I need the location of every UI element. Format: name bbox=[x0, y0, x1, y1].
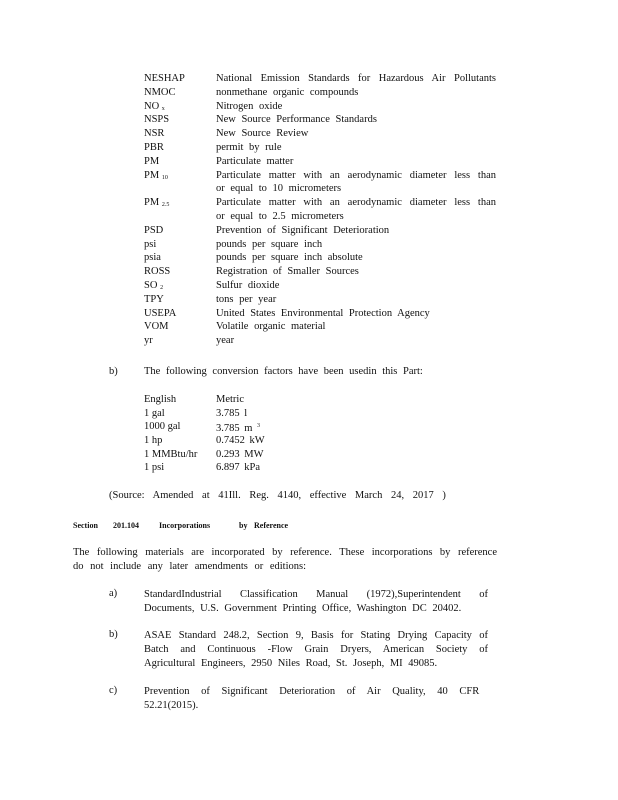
section-number: 201.104 bbox=[113, 521, 139, 530]
intro-line-1: The following materials are incorporated by reference. These incorporations by reference bbox=[73, 547, 497, 558]
abbreviation-definition: Particulate matter with an aerodynamic diameter less than bbox=[216, 197, 496, 209]
incorporation-a bbox=[144, 588, 488, 616]
abbreviation-row bbox=[144, 169, 504, 183]
conversion-metric: 3.785 l bbox=[216, 407, 248, 419]
conversion-metric: 0.7452 kW bbox=[216, 435, 265, 447]
abbreviation-term: NMOC bbox=[144, 86, 176, 98]
conversion-row bbox=[144, 407, 344, 421]
abbreviation-definition: New Source Performance Standards bbox=[216, 114, 377, 126]
abbreviation-subscript: x bbox=[161, 105, 165, 112]
item-b-text: The following conversion factors have been usedin this Part: bbox=[144, 366, 423, 377]
abbreviation-subscript: 2 bbox=[160, 284, 164, 291]
abbreviation-row bbox=[144, 86, 504, 100]
abbreviation-definition: tons per year bbox=[216, 293, 277, 305]
incorporation-b bbox=[144, 629, 488, 670]
incorporation-c-label: c) bbox=[109, 685, 118, 696]
section-title: Incorporations bbox=[159, 521, 211, 530]
header-metric: Metric bbox=[216, 394, 244, 405]
incorporation-b-line-2: Batch and Continuous -Flow Grain Dryers, American Society of bbox=[144, 643, 488, 655]
abbreviation-row bbox=[144, 141, 504, 155]
abbreviation-term: NESHAP bbox=[144, 73, 185, 84]
abbreviation-term: SO $_2$ bbox=[144, 279, 164, 291]
incorporation-b-line-1: ASAE Standard 248.2, Section 9, Basis for Stating Drying Capacity of bbox=[144, 630, 488, 641]
abbreviation-term: psia bbox=[144, 252, 161, 264]
abbreviation-row bbox=[144, 224, 504, 238]
section-word: Section bbox=[73, 521, 98, 530]
conversion-table bbox=[144, 393, 344, 475]
abbreviation-term: TPY bbox=[144, 293, 164, 305]
source-note: (Source: Amended at 41Ill. Reg. 4140, effective March 24, 2017 ) bbox=[109, 490, 446, 501]
abbreviation-row bbox=[144, 238, 504, 252]
abbreviation-definition: nonmethane organic compounds bbox=[216, 86, 359, 98]
abbreviation-term: psi bbox=[144, 238, 157, 250]
abbreviation-term: PBR bbox=[144, 141, 164, 153]
abbreviation-term: NSR bbox=[144, 128, 165, 140]
abbreviation-row bbox=[144, 155, 504, 169]
abbreviation-row bbox=[144, 100, 504, 114]
section-by: by bbox=[239, 521, 248, 530]
section-ref: Reference bbox=[254, 521, 289, 530]
abbreviation-row bbox=[144, 320, 504, 334]
abbreviation-row bbox=[144, 196, 504, 210]
abbreviation-term: NO $_x$ bbox=[144, 100, 165, 112]
abbreviation-definition: National Emission Standards for Hazardous Air Pollutants bbox=[216, 73, 496, 84]
conversion-english: 1 gal bbox=[144, 407, 165, 419]
abbreviation-term: USEPA bbox=[144, 307, 177, 319]
intro-line-2: do not include any later amendments or editions: bbox=[73, 560, 306, 572]
conversion-metric: 0.293 MW bbox=[216, 448, 264, 460]
abbreviation-term: yr bbox=[144, 335, 153, 347]
incorporation-a-label: a) bbox=[109, 588, 118, 599]
conversion-header bbox=[144, 393, 344, 407]
abbreviation-definition: pounds per square inch bbox=[216, 238, 323, 250]
intro-paragraph bbox=[73, 546, 497, 574]
abbreviation-subscript: 10 bbox=[161, 174, 168, 181]
abbreviation-row bbox=[144, 113, 504, 127]
incorporation-c bbox=[144, 685, 488, 713]
incorporation-a-line-1: StandardIndustrial Classification Manual (1972),Superintendent of bbox=[144, 589, 488, 600]
incorporation-b-label: b) bbox=[109, 629, 118, 640]
conversion-row bbox=[144, 461, 344, 475]
conversion-english: 1 MMBtu/hr bbox=[144, 448, 198, 460]
conversion-row bbox=[144, 448, 344, 462]
incorporation-a-line-2: Documents, U.S. Government Printing Office, Washington DC 20402. bbox=[144, 602, 462, 614]
incorporation-b-line-3: Agricultural Engineers, 2950 Niles Road, St. Joseph, MI 49085. bbox=[144, 657, 438, 669]
abbreviation-definition-continued: or equal to 2.5 micrometers bbox=[216, 210, 344, 222]
abbreviation-definition: Prevention of Significant Deterioration bbox=[216, 224, 390, 236]
abbreviation-row bbox=[144, 279, 504, 293]
abbreviation-definition: Registration of Smaller Sources bbox=[216, 266, 359, 278]
incorporation-c-line-1: Prevention of Significant Deterioration of Air Quality, 40 CFR bbox=[144, 686, 480, 697]
abbreviation-term: PSD bbox=[144, 224, 164, 236]
abbreviation-term: VOM bbox=[144, 321, 169, 333]
abbreviation-definition: Nitrogen oxide bbox=[216, 100, 283, 112]
abbreviation-row bbox=[144, 334, 504, 348]
abbreviation-definition: pounds per square inch absolute bbox=[216, 252, 363, 264]
conversion-english: 1 hp bbox=[144, 435, 163, 447]
abbreviation-term: PM $_{10}$ bbox=[144, 169, 168, 181]
conversion-english: 1 psi bbox=[144, 462, 165, 474]
abbreviation-definition-continued: or equal to 10 micrometers bbox=[216, 183, 342, 195]
abbreviation-row bbox=[144, 265, 504, 279]
abbreviation-definition: Particulate matter bbox=[216, 155, 294, 167]
abbreviation-subscript: 2.5 bbox=[161, 202, 170, 209]
item-b-label: b) bbox=[109, 366, 118, 377]
abbreviation-row bbox=[144, 72, 504, 86]
abbreviation-term: ROSS bbox=[144, 266, 171, 278]
conversion-row bbox=[144, 434, 344, 448]
incorporation-c-line-2: 52.21(2015). bbox=[144, 699, 199, 711]
abbreviation-definition: permit by rule bbox=[216, 141, 282, 153]
abbreviation-row bbox=[144, 127, 504, 141]
header-english: English bbox=[144, 394, 177, 405]
abbreviation-row bbox=[144, 307, 504, 321]
abbreviation-definition: Sulfur dioxide bbox=[216, 279, 280, 291]
conversion-row bbox=[144, 420, 344, 434]
abbreviation-definition: Volatile organic material bbox=[216, 321, 326, 333]
abbreviation-definition: New Source Review bbox=[216, 128, 309, 140]
conversion-english: 1000 gal bbox=[144, 421, 181, 433]
conversion-superscript: 3 bbox=[257, 423, 261, 430]
abbreviation-definition: year bbox=[216, 335, 235, 347]
abbreviation-definition: Particulate matter with an aerodynamic diameter less than bbox=[216, 169, 496, 181]
abbreviation-term: PM $_{2.5}$ bbox=[144, 197, 170, 209]
abbreviation-definition: United States Environmental Protection Agency bbox=[216, 307, 430, 319]
abbreviation-row bbox=[144, 293, 504, 307]
abbreviation-row bbox=[144, 251, 504, 265]
abbreviation-term: PM bbox=[144, 155, 160, 167]
abbreviation-term: NSPS bbox=[144, 114, 170, 126]
conversion-metric: 3.785 m $^3$ bbox=[216, 423, 261, 435]
abbreviation-list bbox=[144, 72, 504, 348]
conversion-metric: 6.897 kPa bbox=[216, 462, 260, 474]
